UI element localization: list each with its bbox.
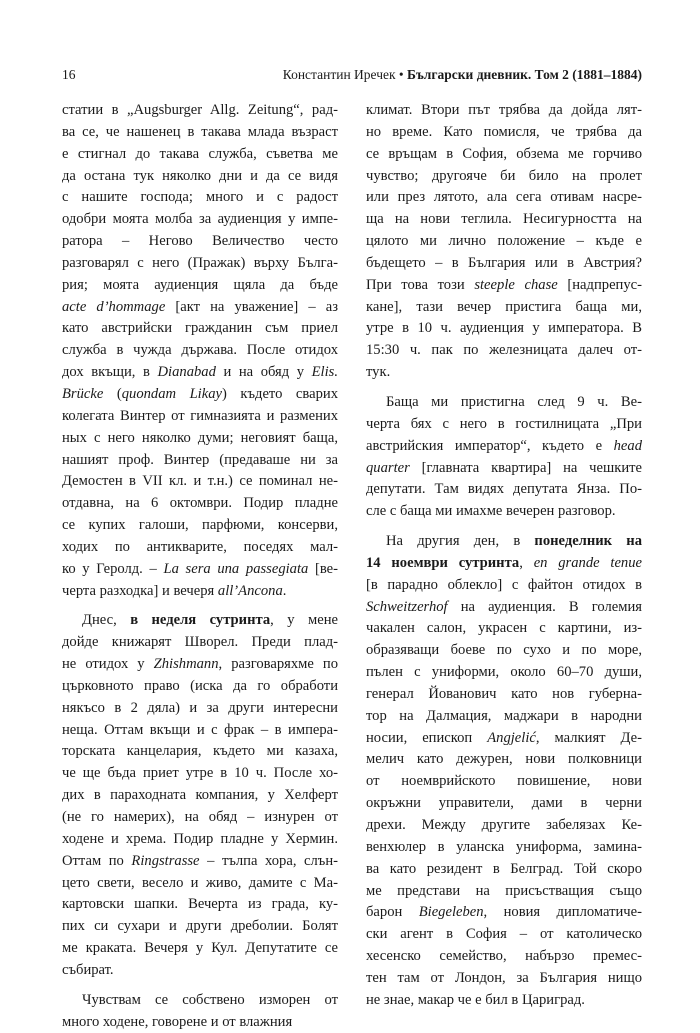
text-line: ходих по антикварите, поседях мал-	[62, 538, 338, 555]
text-line: с нашите господа; много и с радост	[62, 189, 338, 206]
text-line: Schweitzerhof на аудиенция. В големия	[366, 598, 642, 615]
text-line: утре в 10 ч. аудиенция у императора. В	[366, 320, 642, 337]
text-line: картовски шапки. Вечерта из града, ку-	[62, 896, 338, 913]
text-line: Brücke (quondam Likay) където сварих	[62, 385, 338, 402]
text-line: тен там от Лондон, за България нищо	[366, 969, 642, 986]
text-line: (не го намерих), на обяд – изнурен от	[62, 809, 338, 825]
text-line: някъсо в 2 дяла) и за други интересни	[62, 699, 338, 716]
text-line: генерал Йованович като нов губерна-	[366, 685, 642, 702]
text-line: чакален салон, украсен с картини, из-	[366, 620, 642, 637]
text-line: На другия ден, в понеделник на	[386, 533, 643, 550]
text-line: цялото ми лично положение – къде е	[366, 233, 642, 250]
running-header	[62, 66, 642, 84]
text-line: ме краката. Вечеря у Кул. Депутатите се	[62, 940, 338, 957]
text-line: Баща ми пристигна след 9 ч. Ве-	[386, 393, 642, 410]
text-line: като австрийски гражданин съм приел	[62, 320, 338, 337]
text-line: рия; моята аудиенция щяла да бъде	[62, 276, 338, 293]
paragraph	[62, 100, 338, 602]
text-line: статии в „Augsburger Allg. Zeitung“, рад-	[62, 102, 338, 118]
text-line: неща. Оттам вкъщи и с фрак – в импера-	[62, 721, 338, 738]
text-line: ратора – Негово Величество често	[62, 233, 338, 250]
text-line: барон Biegeleben, новия дипломатиче-	[366, 904, 642, 921]
text-line: мелич като дежурен, нови полковници	[366, 751, 642, 768]
text-line: носии, епископ Angjelić, малкият Де-	[366, 729, 642, 746]
text-line: Днес, в неделя сутринта, у мене	[82, 612, 338, 629]
text-line: тук.	[366, 364, 391, 381]
text-line: Демостен в VII кл. и т.н.) се поминал не-	[62, 473, 338, 490]
text-line: бъдещето – в България или в Австрия?	[366, 254, 642, 271]
text-line: тор на Далмация, маджари в народни	[366, 707, 642, 724]
paragraph	[366, 392, 642, 523]
text-line: [в парадно облекло] с файтон отидох в	[366, 576, 642, 593]
text-line: acte d’hommage [акт на уважение] – аз	[62, 298, 339, 315]
book-title: Български дневник. Том 2 (1881–1884)	[407, 67, 642, 82]
text-line: дойде книжарят Шворел. Преди плад-	[62, 634, 338, 651]
text-line: 15:30 ч. пак по железницата далеч от-	[366, 342, 642, 359]
text-line: дох вкъщи, в Dianabad и на обяд у Elis.	[62, 364, 338, 381]
text-line: се купих галоши, парфюми, консерви,	[62, 517, 338, 534]
text-line: ва като резидент в Белград. Той скоро	[366, 860, 642, 877]
text-line: ва се, че нашенец в такава млада възраст	[62, 123, 338, 140]
text-line: събират.	[62, 961, 114, 978]
text-line: но време. Като помисля, че трябва да	[366, 123, 642, 140]
text-line: Оттам по Ringstrasse – тълпа хора, слън-	[62, 852, 338, 869]
text-line: че ще бъда приет утре в 10 ч. После хо-	[62, 765, 338, 782]
text-line: пих си сухари и други дреболии. Болят	[62, 918, 338, 935]
text-line: или през лятото, ала сега отивам насре-	[366, 189, 642, 206]
text-line: не отидох у Zhishmann, разговаряхме по	[62, 656, 338, 673]
text-line: се връщам в София, обзема ме горчиво	[366, 145, 642, 162]
text-line: При това този steeple chase [надпрепус-	[366, 276, 642, 293]
paragraph	[62, 990, 338, 1033]
text-line: черта бях с него в гостилницата „При	[366, 415, 642, 432]
text-line: ко у Геролд. – La sera una passegiata [ве-	[62, 560, 338, 577]
text-line: ща на нови теглила. Несигурността на	[366, 211, 642, 228]
text-line: ме представи на присъстващия също	[366, 882, 642, 899]
text-line: ски агент в София – от католическо	[366, 926, 642, 943]
paragraph	[366, 531, 642, 1012]
text-line: 14 ноември сутринта, en grande tenue	[366, 554, 642, 571]
text-line: ных с него няколко думи; неговият баща,	[62, 429, 338, 446]
text-line: сле с баща ми имахме вечерен разговор.	[366, 503, 616, 520]
text-line: дрехи. Между другите забелязах Ке-	[366, 817, 642, 833]
text-line: черта разходка] и вечеря all’Ancona.	[62, 582, 287, 599]
paragraph	[62, 610, 338, 981]
text-line: климат. Втори път трябва да дойда лят-	[366, 102, 642, 118]
text-line: не знае, макар че е бил в Цариград.	[366, 991, 585, 1008]
text-line: църковното право (иска да го обработи	[62, 677, 338, 694]
text-line: ходене и хрема. Подир пладне у Хермин.	[62, 830, 338, 847]
text-line: колегата Винтер от гимназията и размених	[62, 407, 338, 424]
text-line: да остана тук няколко дни и да се видя	[62, 167, 338, 184]
text-line: депутати. Там видях депутата Янза. По-	[366, 481, 642, 498]
text-line: хесенско семейство, набързо премес-	[366, 948, 642, 965]
text-line: нашият проф. Винтер (предаваше ни за	[62, 451, 338, 468]
text-line: quarter [главната квартира] на чешките	[366, 459, 642, 476]
text-line: отдавна, на 6 октомври. Подир пладне	[62, 495, 338, 512]
text-line: Чувствам се собствено изморен от	[82, 991, 338, 1008]
text-line: венхюлер в уланска униформа, замина-	[366, 838, 642, 855]
text-line: от ноемврийското повишение, нови	[366, 773, 642, 790]
text-line: кане], тази вечер пристига баща ми,	[366, 298, 642, 315]
right-column	[366, 100, 642, 1012]
text-line: одобри моята молба за аудиенция у импе-	[62, 211, 338, 228]
paragraph	[366, 100, 642, 384]
text-line: цето свети, весело и живо, дамите с Ма-	[62, 874, 338, 891]
text-line: торската канцелария, където ми казаха,	[62, 743, 338, 760]
text-line: австрийския император“, където е head	[366, 437, 642, 454]
text-line: служба в чужда държава. После отидох	[62, 342, 338, 359]
running-title	[283, 66, 642, 84]
text-line: много ходене, говорене и от влажния	[62, 1013, 293, 1030]
page-number: 16	[62, 67, 76, 82]
author-name: Константин Иречек •	[282, 67, 404, 82]
text-line: е стигнал до такава служба, съветва ме	[62, 145, 338, 162]
text-line: пълен с униформи, около 60–70 души,	[366, 664, 642, 681]
text-line: окръжни управители, дами в черни	[366, 795, 642, 812]
left-column	[62, 100, 338, 1033]
text-line: образяващи боеве по сухо и по море,	[366, 642, 642, 659]
text-line: разговарял с него (Пражак) върху Бълга-	[62, 254, 338, 271]
text-line: дих в параходната компания, у Хелферт	[62, 787, 338, 804]
text-line: чувство; другояче би било на пролет	[366, 167, 642, 184]
